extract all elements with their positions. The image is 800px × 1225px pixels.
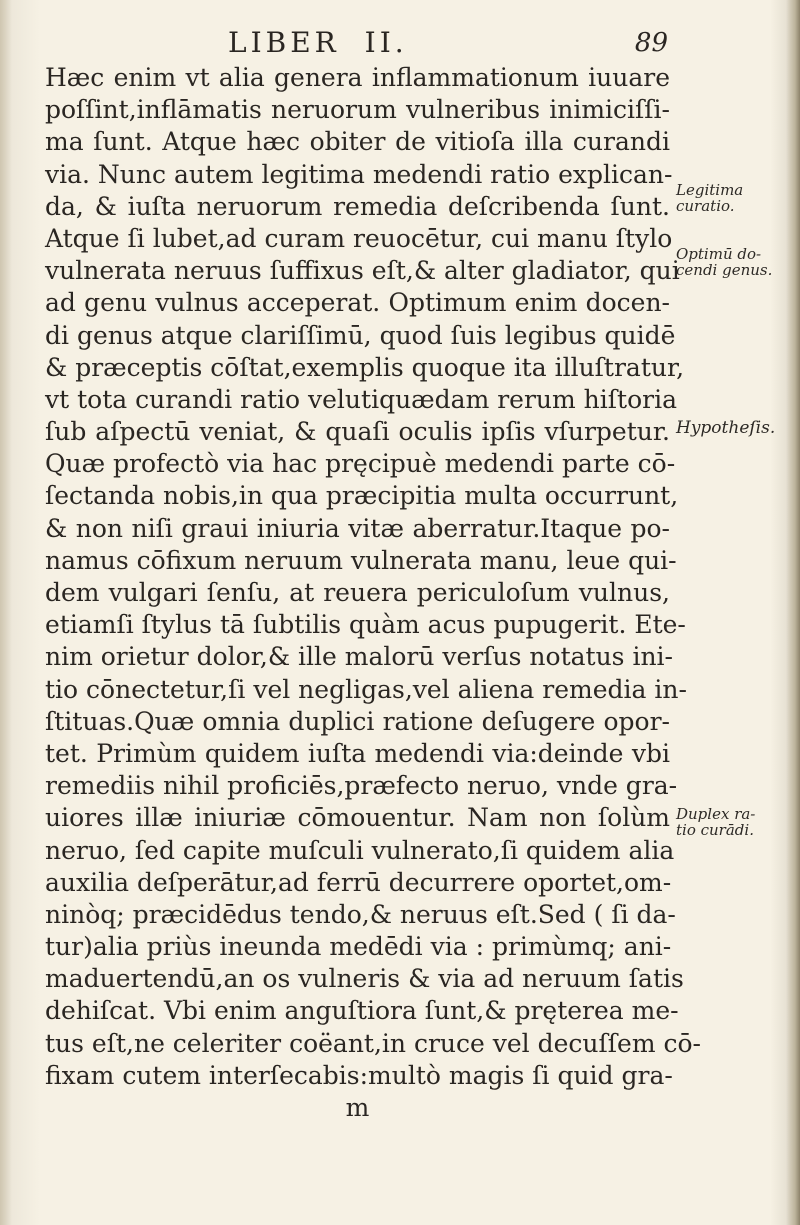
text-line: & non niſi graui iniuria vitæ aberratur.Itaque po- — [45, 513, 670, 543]
text-line: etiamſi ſtylus tā ſubtilis quàm acus pupugerit. Ete- — [45, 610, 686, 640]
margin-note-line: Legitima — [676, 181, 744, 199]
text-line: poſſint,inflāmatis neruorum vulneribus inimiciſſi- — [45, 95, 670, 125]
text-line: ſtituas.Quæ omnia duplici ratione deſugere opor- — [45, 706, 670, 736]
page-number: 89 — [634, 28, 668, 58]
text-line: ninòq; præcidēdus tendo,& neruus eſt.Sed ( ſi da- — [45, 899, 676, 929]
text-line: auxilia deſperātur,ad ferrū decurrere oportet,om- — [45, 867, 672, 897]
text-line: da, & iuſta neruorum remedia deſcribenda ſunt. — [45, 191, 670, 221]
margin-note-line: Duplex ra- — [676, 805, 756, 823]
margin-note-line: Optimū do- — [676, 245, 762, 263]
text-line: & præceptis cōſtat,exemplis quoque ita illuſtratur, — [45, 352, 685, 382]
margin-note-line: cendi genus. — [676, 261, 773, 279]
text-line: fixam cutem interſecabis:multò magis ſi quid gra- — [45, 1060, 673, 1090]
margin-note-hypothesis — [676, 420, 786, 436]
text-line: tus eſt,ne celeriter coëant,in cruce vel decuſſem cō- — [45, 1028, 701, 1058]
margin-note-line: curatio. — [676, 197, 735, 215]
text-line: dem vulgari ſenſu, at reuera periculoſum vulnus, — [45, 578, 670, 607]
text-line: ma ſunt. Atque hæc obiter de vitioſa illa curandi — [45, 127, 670, 157]
text-line: ſub aſpectū veniat, & quaſi oculis ipſis vſurpetur. — [45, 417, 670, 447]
catchword: m — [345, 1093, 370, 1122]
text-line: tet. Primùm quidem iuſta medendi via:deinde vbi — [45, 738, 670, 768]
running-title: LIBER II. — [228, 26, 408, 59]
text-line: vulnerata neruus ſuffixus eſt,& alter gladiator, qui — [45, 256, 680, 286]
text-line: maduertendū,an os vulneris & via ad neruum ſatis — [45, 964, 684, 994]
text-line: uiores illæ iniuriæ cōmouentur. Nam non ſolùm — [45, 803, 670, 833]
text-line: di genus atque clariſſimū, quod ſuis legibus quidē — [45, 320, 676, 350]
text-line: vt tota curandi ratio velutiquædam rerum hiſtoria — [45, 384, 677, 414]
text-line: via. Nunc autem legitima medendi ratio explican- — [45, 159, 673, 189]
text-line: Hæc enim vt alia genera inflammationum iuuare — [45, 63, 670, 92]
page-header — [228, 26, 668, 66]
text-line: Quæ profectò via hac pręcipuè medendi parte cō- — [45, 449, 676, 479]
text-line: ſectanda nobis,in qua præcipitia multa occurrunt, — [45, 481, 679, 511]
margin-note-line: Hypotheſis. — [676, 418, 776, 438]
text-line: tur)alia priùs ineunda medēdi via : primùmq; ani- — [45, 932, 672, 962]
text-line: ad genu vulnus acceperat. Optimum enim docen- — [45, 288, 670, 318]
text-line: neruo, ſed capite muſculi vulnerato,ſi quidem alia — [45, 835, 675, 865]
margin-note-duplex — [676, 806, 786, 838]
text-line: tio cōnectetur,ſi vel negligas,vel aliena remedia in- — [45, 674, 687, 704]
body-text — [45, 62, 701, 1124]
text-line: dehiſcat. Vbi enim anguſtiora ſunt,& pręterea me- — [45, 996, 679, 1026]
margin-note-line: tio curādi. — [676, 821, 754, 839]
text-line: nim orietur dolor,& ille malorū verſus notatus ini- — [45, 642, 673, 672]
page-gutter-shadow — [0, 0, 12, 1225]
text-line: namus cōfixum neruum vulnerata manu, leue qui- — [45, 545, 677, 575]
text-line: Atque ſi lubet,ad curam reuocētur, cui manu ſtylo — [45, 223, 673, 253]
margin-note-legitima — [676, 182, 786, 214]
page-edge — [786, 0, 800, 1225]
text-line: remediis nihil proficiēs,præfecto neruo, vnde gra- — [45, 771, 678, 801]
margin-note-optimum — [676, 246, 786, 278]
